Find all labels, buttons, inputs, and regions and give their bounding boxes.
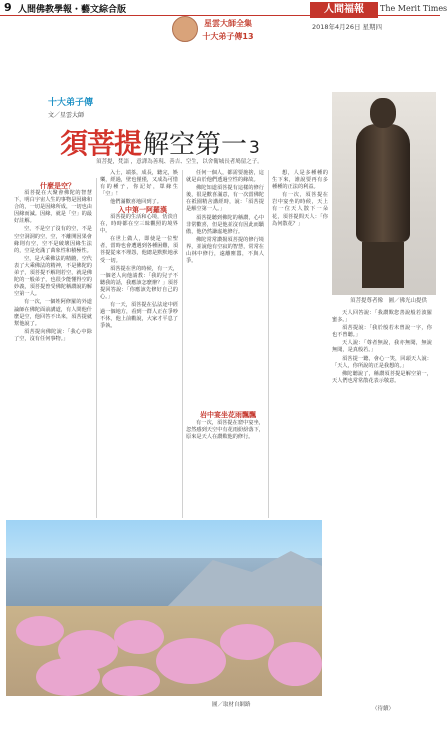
to-be-continued: （待續） (372, 706, 395, 712)
paragraph: 須菩提在大聚會佛陀的智慧下，明白宇宙人生的事物是因緣和合的，一切是因緣所成，一切也由因緣而滅。因緣，就是「空」的最好註解。 (14, 190, 92, 225)
paragraph: 想，人是多種種的生下來，誰說要再有多種種的正法的利益。 (272, 170, 328, 191)
landscape-caption: 圖／取材自網路 (212, 702, 251, 708)
blossom-tree (156, 638, 226, 684)
section-heading-3: 岩中宴坐花雨飄飄 (200, 411, 256, 419)
paragraph: 須菩提向佛陀說：「我心中除了空，沒有任何事物。」 (14, 328, 92, 342)
newspaper-logo: 人間福報 (310, 2, 378, 18)
series-author: 文／星雲大師 (48, 112, 85, 119)
article-column-1 (14, 190, 92, 518)
title-sub: 解空第一 (143, 130, 248, 160)
paragraph: 須菩提在世的時候，有一天，一個老人向他請教：「我的兒子不聽我的話，我應該怎麼辦？」須菩提回答說：「你應該先修好自己的心。」 (100, 265, 178, 301)
banner-num: 13 (242, 32, 254, 41)
paragraph: 有一次，須菩提在窟中宴坐，忽然感到天空中有花雨紛紛落下，原來是天人在讚歎他的修行。 (186, 420, 264, 441)
series-title: 十大弟子傳 (48, 98, 94, 108)
blossom-tree (36, 658, 100, 696)
paragraph: 須菩提一聽，會心一笑，回頭天人說：「天人，你所說的正是我想的。」 (332, 355, 432, 369)
article-column-2 (100, 214, 178, 518)
series-label (48, 95, 98, 117)
paragraph: 有一次，須菩提在岩中宴坐的時候，天上有一位天人散下一朵花，須菩提問天人：「你為何散花？」 (272, 192, 328, 227)
article-title (60, 122, 260, 162)
paragraph: 須菩提聽到佛陀的稱讚，心中非常歡喜，但是他並沒有因此而驕傲，他仍然謙虛地修行。 (186, 214, 264, 235)
paragraph: 須菩提說：「我於般若未曾說一字，你也不曾聽。」 (332, 325, 432, 339)
paragraph: 有一天，須菩提在弘法途中經過一個地方，看到一群人正在爭吵不休，他上前勸說，大家才平息了爭執。 (100, 302, 178, 330)
paragraph: 佛陀知道須菩提有這樣的修行後，很是歡喜滿意，有一次當佛陀在祇園精舍講經時，說：「須菩提是解空第一人。」 (186, 185, 264, 213)
section-heading-1: 什麼是空？ (40, 182, 75, 190)
newspaper-english-name: The Merit Times (380, 4, 447, 13)
column-divider (182, 170, 183, 518)
paragraph: 有一次，一個姓阿修羅的外道論師在佛陀面前講道，有人問他什麼是空，他回答不出來，須菩提就幫他說了。 (14, 299, 92, 327)
section-heading-2: 入中第一阿羅漢 (118, 206, 167, 214)
article-column-3 (186, 170, 264, 406)
section-title: 人間佛教學報・藝文綜合版 (18, 5, 127, 15)
blossom-tree (102, 666, 160, 696)
issue-date: 2018年4月26日 星期四 (312, 23, 383, 31)
article-intro: 須菩提，梵語 ，意譯為善現、善吉、空生，以舍衛城長者鳩留之子。 (96, 159, 263, 165)
title-main: 須菩提 (60, 127, 142, 160)
article-column-3-bottom (186, 420, 264, 518)
statue-caption: 須菩提尊者像 圖／佛光山提供 (350, 298, 428, 304)
column-divider (96, 178, 97, 518)
paragraph: 入士，端茶，成長，聽完，娛樂，經過，壁也僅僅，又成為可惜有的種子，你記好，眾緣生「空」！ (100, 170, 178, 198)
article-column-2-top (100, 170, 178, 206)
series-banner (196, 17, 260, 47)
paragraph: 佛陀常常讚揚須菩提的修行境界，並說他有空寂的智慧，常常在山林中修行，遠離塵囂，不與人爭。 (186, 236, 264, 265)
paragraph: 天人回答說：「我讚歎您善說般若波羅蜜多。」 (332, 310, 432, 324)
statue-base (362, 242, 404, 288)
paragraph: 須菩提的生活和心境，恬淡自在，時時都在空三昧觀照的境界中。 (100, 214, 178, 235)
paragraph: 天人說：「尊者無說，我亦無聞，無說無聞，是真般若。」 (332, 340, 432, 354)
masthead (306, 2, 447, 40)
blossom-tree (16, 616, 64, 646)
paragraph: 在世上做人，即使是一位聖者，當時也會遭遇到各種困難，須菩提從來不埋怨，他總是默默地承受一切。 (100, 236, 178, 264)
banner-line1: 星雲大師全集 (204, 19, 252, 28)
banner-line2: 十大弟子傳 (202, 32, 243, 41)
statue-photo (332, 92, 436, 295)
paragraph: 空，是大乘佛法的精髓，空代表了大乘佛法的精神，不是佛陀的弟子，須菩提不解則若空，就是佛陀的一般弟子，也很少能懂得空的妙義，須菩提曾受佛陀稱讚說的解空第一人。 (14, 255, 92, 298)
paragraph: 任何一個人，都需要施捨，這就是由於他們透過空性的緣故。 (186, 170, 264, 184)
blossom-tree (268, 642, 322, 686)
blossom-tree (114, 620, 164, 654)
paragraph: 佛陀聽說了，稱讚須菩提是解空第一，天人們也常常散花表示敬意。 (332, 370, 432, 384)
blossom-tree (220, 624, 274, 660)
title-num: 3 (249, 138, 260, 158)
landscape-photo (6, 520, 322, 696)
page-number: 9 (4, 1, 12, 14)
statue-body (356, 124, 410, 242)
column-divider (268, 170, 269, 518)
paragraph: 空，不是空了沒有的空，不是空空洞洞的空，空，不離開因果會緣則有空，空不是破壞因緣生法的，空是充滿了萬象性和積極性。 (14, 226, 92, 254)
article-column-4 (332, 310, 432, 698)
article-column-4-upper (272, 170, 328, 518)
statue-head (370, 98, 396, 128)
master-portrait-icon (172, 16, 198, 42)
paragraph: 他們滿歡喜地回到了。 (110, 199, 162, 206)
